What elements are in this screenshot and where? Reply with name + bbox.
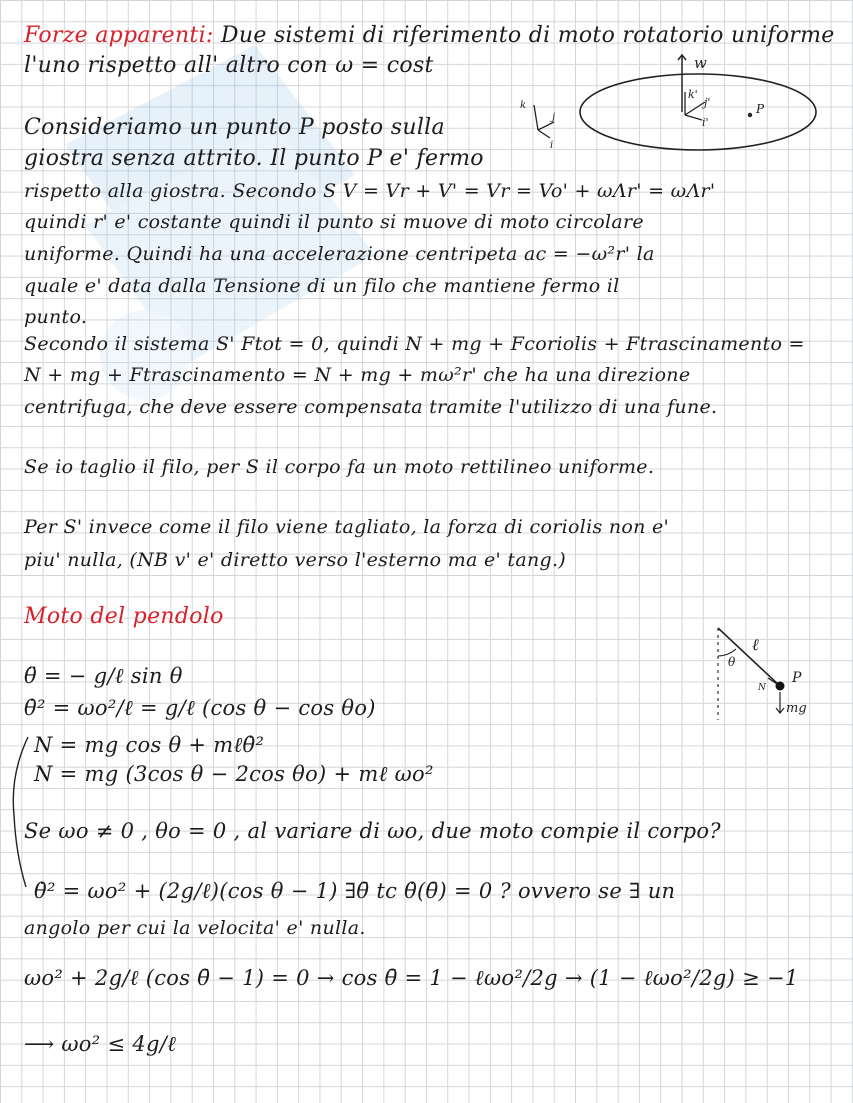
text-line: Consideriamo un punto P posto sulla [24, 115, 445, 140]
text-line: rispetto alla giostra. Secondo S V = Vr + V' = Vr = Vo' + ωΛr' = ωΛr' [24, 180, 716, 202]
j-label: j [552, 112, 556, 123]
text-line: giostra senza attrito. Il punto P e' fermo [24, 146, 484, 171]
equation-motion: θ̈ = − g/ℓ sin θ [24, 664, 183, 688]
rotating-platform-figure [510, 50, 830, 160]
text-line: Secondo il sistema S' Ftot = 0, quindi N + mg + Fcoriolis + Ftrascinamento = [24, 333, 805, 355]
mg-label: mg [786, 701, 807, 716]
text-line: N + mg + Ftrascinamento = N + mg + mω²r' che ha una direzione [24, 364, 691, 386]
point-p [748, 113, 752, 117]
equation-result: ⟶ ωo² ≤ 4g/ℓ [24, 1032, 177, 1056]
question-line: Se ωo ≠ 0 , θo = 0 , al variare di ωo, due moto compie il corpo? [24, 819, 721, 843]
section-forze-apparenti [24, 22, 835, 50]
text-line: quindi r' e' costante quindi il punto si muove di moto circolare [24, 211, 644, 233]
equation-condition: ωo² + 2g/ℓ (cos θ̄ − 1) = 0 → cos θ̄ = 1 − ℓωo²/2g → (1 − ℓωo²/2g) ≥ −1 [24, 966, 799, 990]
title-forze-apparenti: Forze apparenti: [24, 23, 214, 48]
p-label: P [792, 670, 802, 686]
n-label: N [758, 683, 766, 693]
equation-velocity: θ̇² = ωo² + (2g/ℓ)(cos θ − 1) ∃θ̄ tc θ̇(θ̄) = 0 ? ovvero se ∃ un [34, 879, 676, 903]
text-line: punto. [24, 306, 88, 328]
pendulum-figure [700, 620, 830, 730]
platform-ellipse [580, 74, 816, 150]
section-moto-del-pendolo: Moto del pendolo [24, 604, 224, 629]
text-line: angolo per cui la velocita' e' nulla. [24, 917, 366, 939]
text-line: uniforme. Quindi ha una accelerazione centripeta ac = −ω²r' la [24, 243, 655, 265]
brace-bracket [4, 735, 34, 895]
equation-normal-2: N = mg (3cos θ − 2cos θo) + mℓ ωo² [34, 762, 434, 786]
text-line: quale e' data dalla Tensione di un filo che mantiene fermo il [24, 275, 620, 297]
i-prime-label: i' [702, 116, 709, 129]
text-line: Se io taglio il filo, per S il corpo fa un moto rettilineo uniforme. [24, 456, 655, 478]
k-label: k [520, 100, 527, 111]
length-label: ℓ [752, 635, 759, 654]
equation-normal-1: N = mg cos θ + mℓθ̇² [34, 733, 265, 757]
text-line: centrifuga, che deve essere compensata tramite l'utilizzo di una fune. [24, 396, 718, 418]
equation-energy: θ̇² = ωo²/ℓ = g/ℓ (cos θ − cos θo) [24, 696, 376, 720]
text-line: Per S' invece come il filo viene tagliato, la forza di coriolis non e' [24, 516, 670, 538]
point-p-label: P [756, 102, 765, 116]
title-continuation: Due sistemi di riferimento di moto rotatorio uniforme [220, 23, 835, 48]
j-prime-label: j' [704, 96, 711, 109]
theta-label: θ [728, 655, 736, 669]
omega-label: w [694, 54, 707, 72]
k-prime-label: k' [688, 88, 698, 101]
text-line: piu' nulla, (NB v' e' diretto verso l'esterno ma e' tang.) [24, 549, 566, 571]
note-line: l'uno rispetto all' altro con ω = cost [24, 53, 434, 78]
i-label: i [550, 140, 554, 151]
